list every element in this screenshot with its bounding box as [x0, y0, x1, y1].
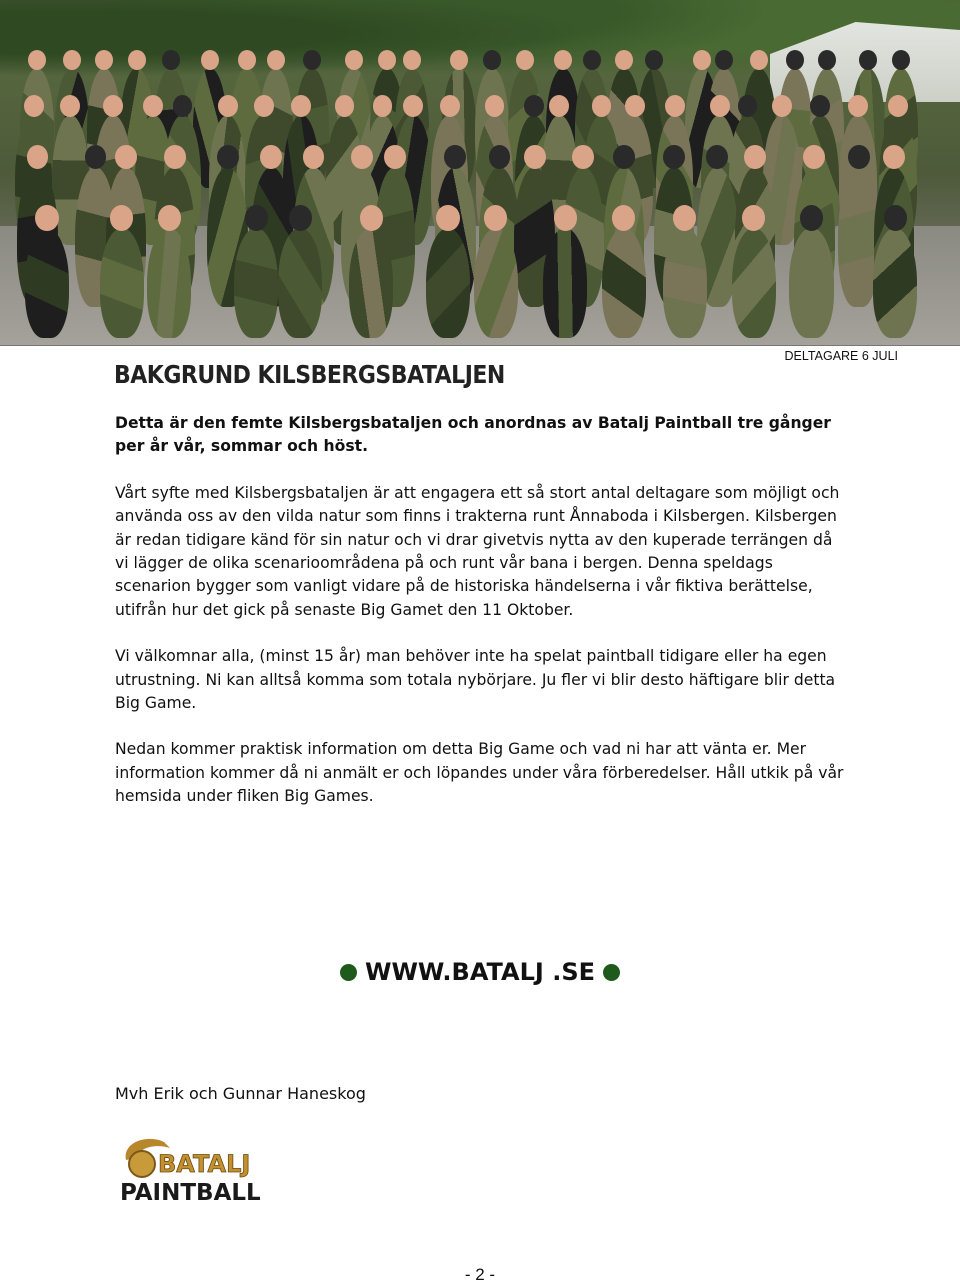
player-head — [848, 145, 870, 169]
player-head — [260, 145, 282, 169]
player-head — [440, 95, 460, 117]
player-head — [483, 50, 501, 70]
player-head — [351, 145, 373, 169]
photo-divider — [0, 345, 960, 346]
group-photo — [0, 0, 960, 346]
player-head — [554, 205, 577, 231]
player-figure — [543, 228, 587, 338]
player-head — [884, 205, 907, 231]
player-figure — [474, 228, 518, 338]
player-head — [848, 95, 868, 117]
player-head — [450, 50, 468, 70]
player-head — [715, 50, 733, 70]
website-link[interactable]: WWW.BATALJ .SE — [364, 958, 596, 986]
player-head — [115, 145, 137, 169]
player-figure — [426, 228, 470, 338]
player-head — [63, 50, 81, 70]
player-head — [524, 95, 544, 117]
player-figure — [278, 228, 322, 338]
player-head — [254, 95, 274, 117]
player-head — [24, 95, 44, 117]
player-figure — [873, 228, 917, 338]
player-head — [583, 50, 601, 70]
player-head — [489, 145, 511, 169]
player-head — [524, 145, 546, 169]
player-figure — [234, 228, 278, 338]
player-head — [384, 145, 406, 169]
player-figure — [100, 228, 144, 338]
website-line — [0, 958, 960, 986]
player-figure — [732, 228, 776, 338]
player-head — [373, 95, 393, 117]
player-head — [892, 50, 910, 70]
player-head — [267, 50, 285, 70]
player-head — [303, 50, 321, 70]
player-head — [665, 95, 685, 117]
player-head — [663, 145, 685, 169]
player-head — [744, 145, 766, 169]
player-head — [128, 50, 146, 70]
section-title: BAKGRUND KILSBERGSBATALJEN — [114, 361, 505, 390]
player-head — [800, 205, 823, 231]
player-head — [888, 95, 908, 117]
player-head — [217, 145, 239, 169]
info-paragraph: Nedan kommer praktisk information om detta Big Game och vad ni har att vänta er. Mer information kommer då ni anmält er och löpandes under våra förberedelser. Håll utkik på vår hemsida under fliken Big Games. — [115, 740, 844, 806]
player-head — [803, 145, 825, 169]
player-head — [158, 205, 181, 231]
purpose-paragraph: Vårt syfte med Kilsbergsbataljen är att engagera ett så stort antal deltagare som möjligt och använda oss av den vilda natur som finns i trakterna runt Ånnaboda i Kilsbergen. Kilsbergen är redan tidigare känd för sin natur och vi drar givetvis nytta av den kuperade terrängen då vi lägger de olika scenarioområdena på och runt vår bana i bergen. Denna speldags scenarion bygger som vanligt vidare på de historiska händelserna i vår fiktiva berättelse, utifrån hur det gick på senaste Big Gamet den 11 Oktober. — [115, 483, 840, 619]
player-head — [859, 50, 877, 70]
player-head — [554, 50, 572, 70]
date-label: DELTAGARE 6 JULI — [784, 349, 898, 363]
player-head — [303, 145, 325, 169]
logo-word-batalj: BATALJ — [158, 1150, 251, 1178]
photo-crowd — [20, 40, 940, 330]
player-head — [444, 145, 466, 169]
logo-word-paintball: PAINTBALL — [120, 1180, 261, 1204]
player-head — [103, 95, 123, 117]
player-head — [218, 95, 238, 117]
player-head — [238, 50, 256, 70]
player-figure — [602, 228, 646, 338]
player-head — [403, 95, 423, 117]
player-head — [28, 50, 46, 70]
player-head — [289, 205, 312, 231]
player-head — [710, 95, 730, 117]
player-head — [818, 50, 836, 70]
player-head — [403, 50, 421, 70]
player-head — [245, 205, 268, 231]
welcome-paragraph: Vi välkomnar alla, (minst 15 år) man behöver inte ha spelat paintball tidigare eller ha egen utrustning. Ni kan alltså komma som totala nybörjare. Ju fler vi blir desto häftigare blir detta Big Game. — [115, 647, 836, 713]
player-head — [613, 145, 635, 169]
player-head — [772, 95, 792, 117]
player-head — [615, 50, 633, 70]
lead-paragraph: Detta är den femte Kilsbergsbataljen och anordnas av Batalj Paintball tre gånger per år vår, sommar och höst. — [115, 414, 831, 456]
bullet-dot-icon — [340, 964, 357, 981]
player-head — [786, 50, 804, 70]
player-head — [625, 95, 645, 117]
signature: Mvh Erik och Gunnar Haneskog — [115, 1084, 366, 1103]
logo-ball-icon — [129, 1151, 155, 1177]
player-head — [693, 50, 711, 70]
main-text — [115, 412, 850, 809]
player-head — [201, 50, 219, 70]
player-head — [345, 50, 363, 70]
player-head — [645, 50, 663, 70]
player-head — [164, 145, 186, 169]
player-head — [173, 95, 193, 117]
player-figure — [789, 228, 833, 338]
player-head — [162, 50, 180, 70]
player-head — [378, 50, 396, 70]
player-head — [883, 145, 905, 169]
player-head — [436, 205, 459, 231]
player-head — [35, 205, 58, 231]
player-figure — [663, 228, 707, 338]
player-head — [706, 145, 728, 169]
player-head — [592, 95, 612, 117]
bullet-dot-icon — [603, 964, 620, 981]
player-head — [549, 95, 569, 117]
batalj-paintball-logo — [118, 1130, 280, 1204]
player-figure — [147, 228, 191, 338]
player-figure — [25, 228, 69, 338]
player-head — [85, 145, 107, 169]
player-head — [485, 95, 505, 117]
page-number: - 2 - — [464, 1265, 496, 1284]
player-head — [291, 95, 311, 117]
player-head — [572, 145, 594, 169]
player-head — [360, 205, 383, 231]
player-head — [516, 50, 534, 70]
player-figure — [349, 228, 393, 338]
player-head — [95, 50, 113, 70]
player-head — [750, 50, 768, 70]
